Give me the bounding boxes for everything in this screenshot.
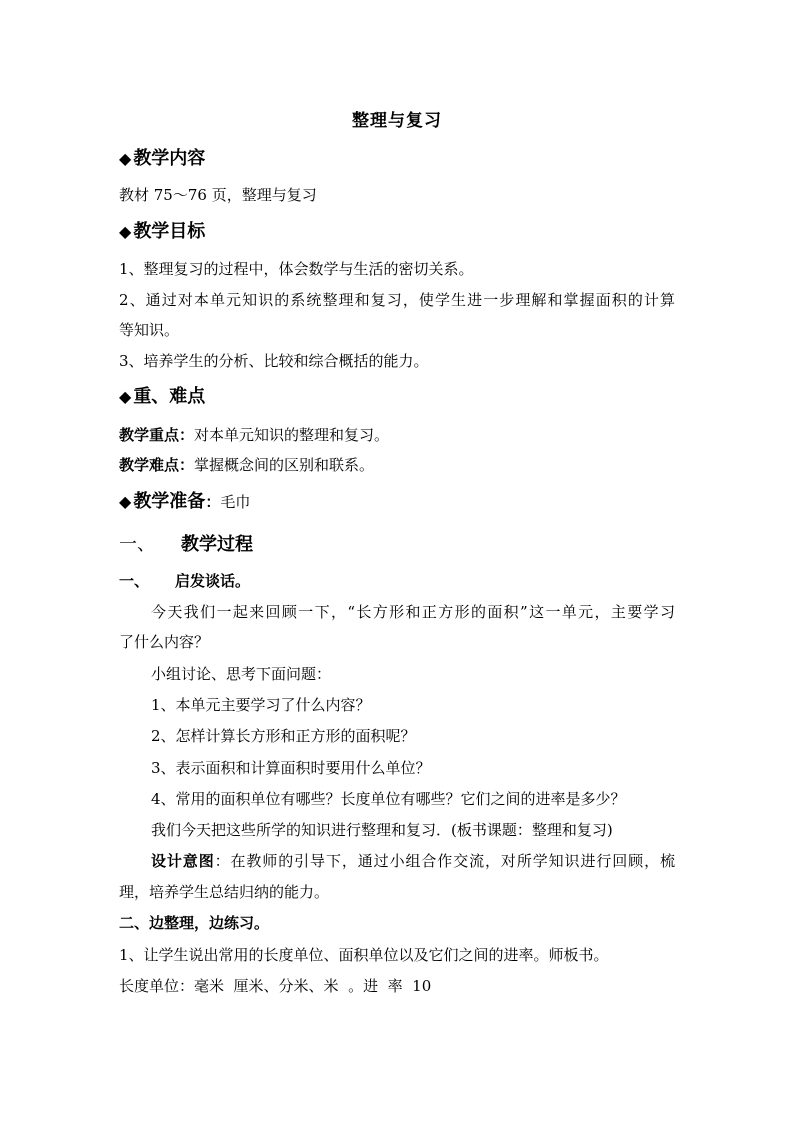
diamond-bullet-icon: ◆ [119,149,132,168]
goal-item-continuation: 等知识。 [119,321,180,339]
heading-text: 教学目标 [133,221,206,242]
difficulty-line [119,455,374,475]
design-intent-line [151,851,675,871]
heading-text: 教学准备 [133,491,206,512]
heading-text: 教学过程 [181,534,253,555]
practice-item: 1、让学生说出常用的长度单位、面积单位以及它们之间的进率。师板书。 [119,946,609,964]
intro-paragraph-continuation: 了什么内容？ [119,633,210,651]
focus-label: 教学重点： [119,426,195,444]
prep-text: 毛巾 [220,493,251,511]
length-units-text: 毫米 厘米、分米、米 。进 率 10 [194,977,432,995]
length-units-line [119,976,431,996]
difficulty-text: 掌握概念间的区别和联系。 [194,456,375,474]
diamond-bullet-icon: ◆ [119,222,132,241]
goal-item: 3、培养学生的分析、比较和综合概括的能力。 [119,352,429,370]
intro-number: 一、 [119,572,150,590]
heading-text: 重、难点 [133,386,206,407]
goal-item: 1、整理复习的过程中，体会数学与生活的密切关系。 [119,260,474,278]
section-heading-key-points [119,386,205,408]
design-intent-continuation: 理，培养学生总结归纳的能力。 [119,883,330,901]
goal-item: 2、通过对本单元知识的系统整理和复习，使学生进一步理解和掌握面积的计算 [119,291,675,309]
section-heading-content [119,148,205,170]
diamond-bullet-icon: ◆ [119,387,132,406]
design-intent-label: 设计意图 [151,852,215,870]
document-title: 整理与复习 [352,111,442,131]
section-heading-prep [119,491,250,513]
heading-text: 教学内容 [133,148,206,169]
closing-text: 我们今天把这些所学的知识进行整理和复习．(板书课题：整理和复习) [151,821,613,839]
question-item: 1、本单元主要学习了什么内容？ [151,696,371,714]
question-item: 2、怎样计算长方形和正方形的面积呢？ [151,727,416,745]
question-item: 3、表示面积和计算面积时要用什么单位？ [151,759,431,777]
section-heading-goals [119,221,205,243]
difficulty-label: 教学难点： [119,456,195,474]
discussion-prompt: 小组讨论、思考下面问题： [151,665,332,683]
intro-paragraph: 今天我们一起来回顾一下，“长方形和正方形的面积”这一单元，主要学习 [151,603,675,621]
content-text: 教材 75～76 页，整理与复习 [119,186,317,204]
diamond-bullet-icon: ◆ [119,492,132,511]
subheading-intro [119,571,250,591]
subheading-practice: 二、边整理，边练习。 [119,914,270,932]
intro-heading: 启发谈话。 [175,572,251,590]
design-intent-text: ：在教师的引导下，通过小组合作交流，对所学知识进行回顾，梳 [214,852,675,870]
length-units-label: 长度单位： [119,977,195,995]
focus-text: 对本单元知识的整理和复习。 [194,426,390,444]
prep-colon: ： [205,493,221,511]
focus-line [119,425,389,445]
section-heading-process [119,534,253,556]
question-item: 4、常用的面积单位有哪些？长度单位有哪些？它们之间的进率是多少？ [151,790,626,808]
process-number: 一、 [119,534,155,555]
